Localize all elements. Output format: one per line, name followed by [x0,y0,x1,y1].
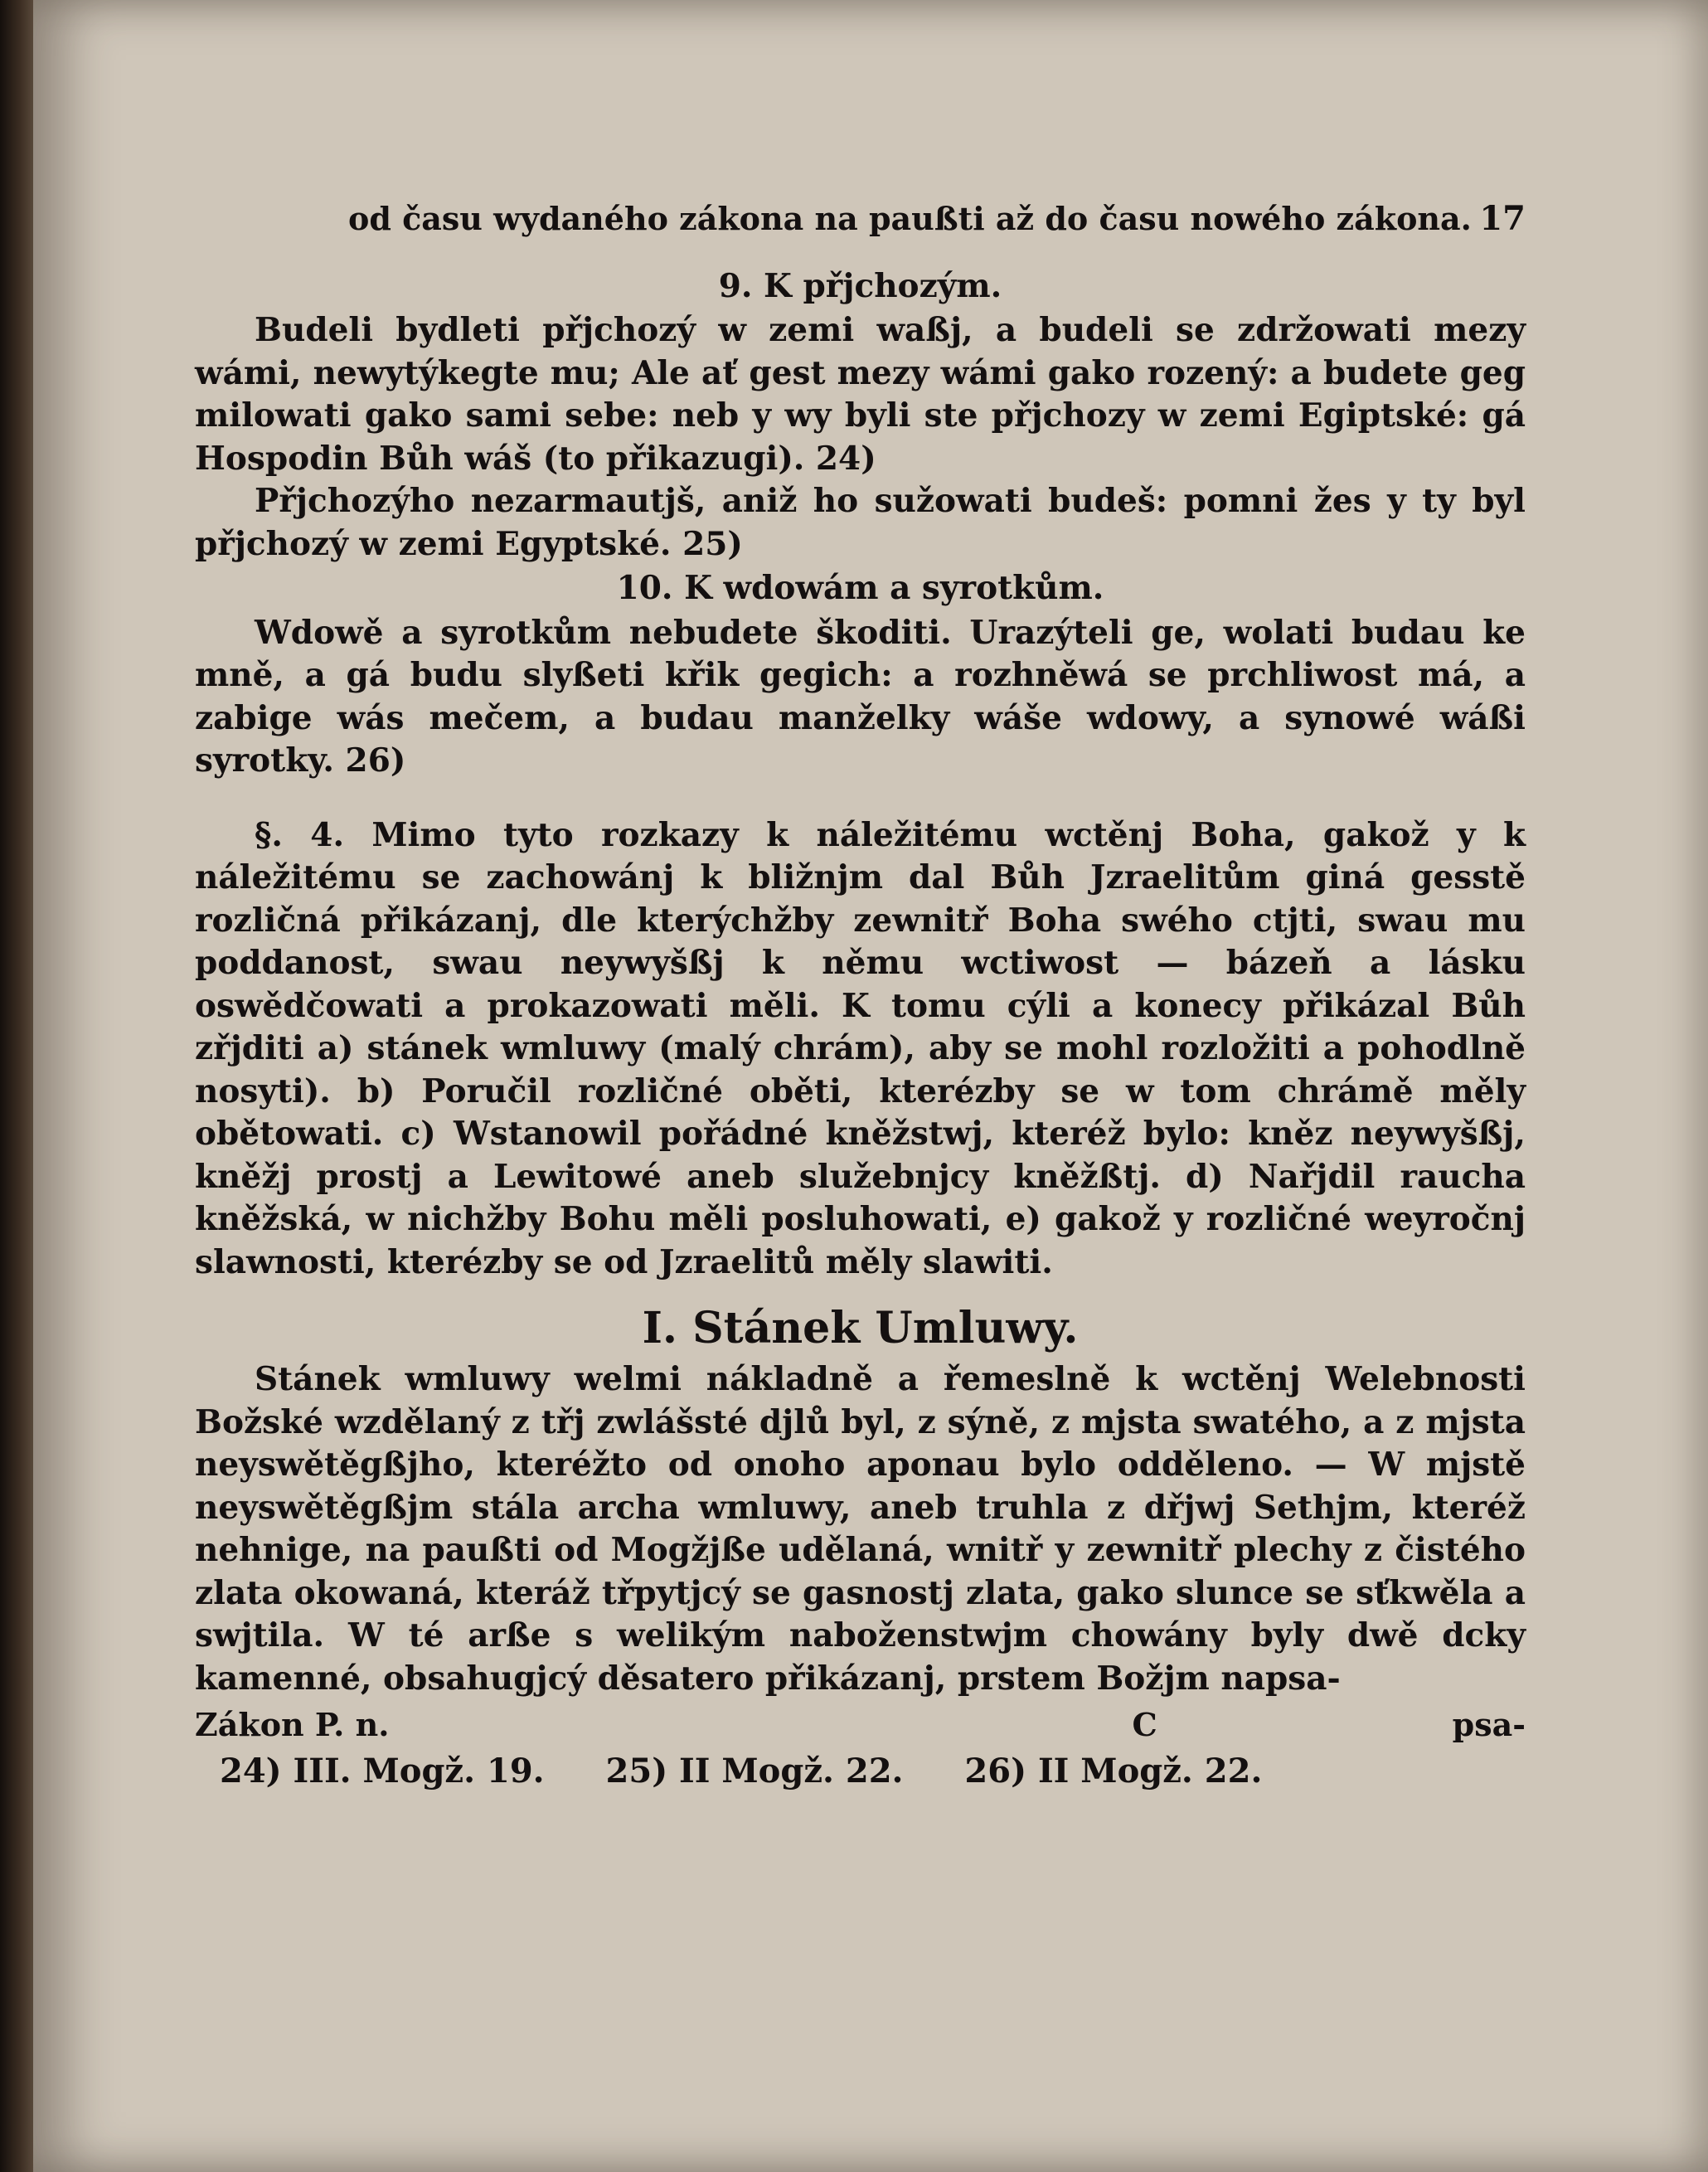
footnote: 26) II Mogž. 22. [964,1751,1263,1791]
paragraph: Přjchozýho nezarmautjš, aniž ho sužowati budeš: pomni žes y ty byl přjchozý w zemi Egyptské. 25) [195,482,1526,563]
section-title: 10. K wdowám a syrotkům. [616,569,1104,607]
footnotes [195,1750,1526,1793]
footnote: 25) II Mogž. 22. [605,1751,904,1791]
footnote: 24) III. Mogž. 19. [220,1751,545,1791]
running-header [195,197,1526,241]
paragraph: Stánek wmluwy welmi nákladně a řemeslně k wctěnj Welebnosti Božské wzdělaný z třj zwlášsté djlů byl, z sýně, z mjsta swatého, a z mjsta neyswětěgßjho, kteréžto od onoho aponau bylo odděleno. — W mjstě neyswětěgßjm stála archa wmluwy, aneb truhla z dřjwj Sethjm, kteréž nehnige, na paußti od Mogžjße udělaná, wnitř y zewnitř plechy z čistého zlata okowaná, kteráž třpytjcý se gasnostj zlata, gako slunce se sťkwěla a swjtila. W té arße s welikým naboženstwjm chowány byly dwě dcky kamenné, obsahugjcý děsatero přikázanj, prstem Božjm napsa- [195,1360,1526,1698]
book-page [33,0,1708,2172]
signature-mark: C [1132,1706,1157,1743]
section-title: I. Stánek Umluwy. [642,1303,1079,1353]
page-text-block [195,197,1526,1792]
running-title: od času wydaného zákona na paußti až do času nowého zákona. [348,200,1472,237]
catchword: psa- [1452,1706,1526,1743]
paragraph: Wdowě a syrotkům nebudete škoditi. Urazýteli ge, wolati budau ke mně, a gá budu slyßeti křik gegich: a rozhněwá se prchliwost má, a zabige wás mečem, a budau manželky wáše wdowy, a synowé wáßi syrotky. 26) [195,613,1526,780]
section-title: 9. K přjchozým. [718,266,1002,305]
paragraph: Budeli bydleti přjchozý w zemi waßj, a budeli se zdržowati mezy wámi, newytýkegte mu; Ale ať gest mezy wámi gako rozený: a budete geg milowati gako sami sebe: neb y wy byli ste přjchozy w zemi Egiptské: gá Hospodin Bůh wáš (to přikazugi). 24) [195,311,1526,478]
signature-left: Zákon P. n. [195,1706,390,1743]
page-number: 17 [1479,199,1526,238]
page-footer [195,1703,1526,1747]
paragraph: §. 4. Mimo tyto rozkazy k náležitému wctěnj Boha, gakož y k náležitému se zachowánj k bližnjm dal Bůh Jzraelitům giná gesstě rozličná přikázanj, dle kterýchžby zewnitř Boha swého ctjti, swau mu poddanost, swau neywyšßj k němu wctiwost — bázeň a lásku oswědčowati a prokazowati měli. K tomu cýli a konecy přikázal Bůh zřjditi a) stánek wmluwy (malý chrám), aby se mohl rozložiti a pohodlně nosyti). b) Poručil rozličné oběti, kterézby se w tom chrámě měly obětowati. c) Wstanowil pořádné kněžstwj, kteréž bylo: kněz neywyšßj, kněžj prostj a Lewitowé aneb služebnjcy kněžßtj. d) Nařjdil raucha kněžská, w nichžby Bohu měli posluhowati, e) gakož y rozličné weyročnj slawnosti, kterézby se od Jzraelitů měly slawiti. [195,815,1526,1281]
